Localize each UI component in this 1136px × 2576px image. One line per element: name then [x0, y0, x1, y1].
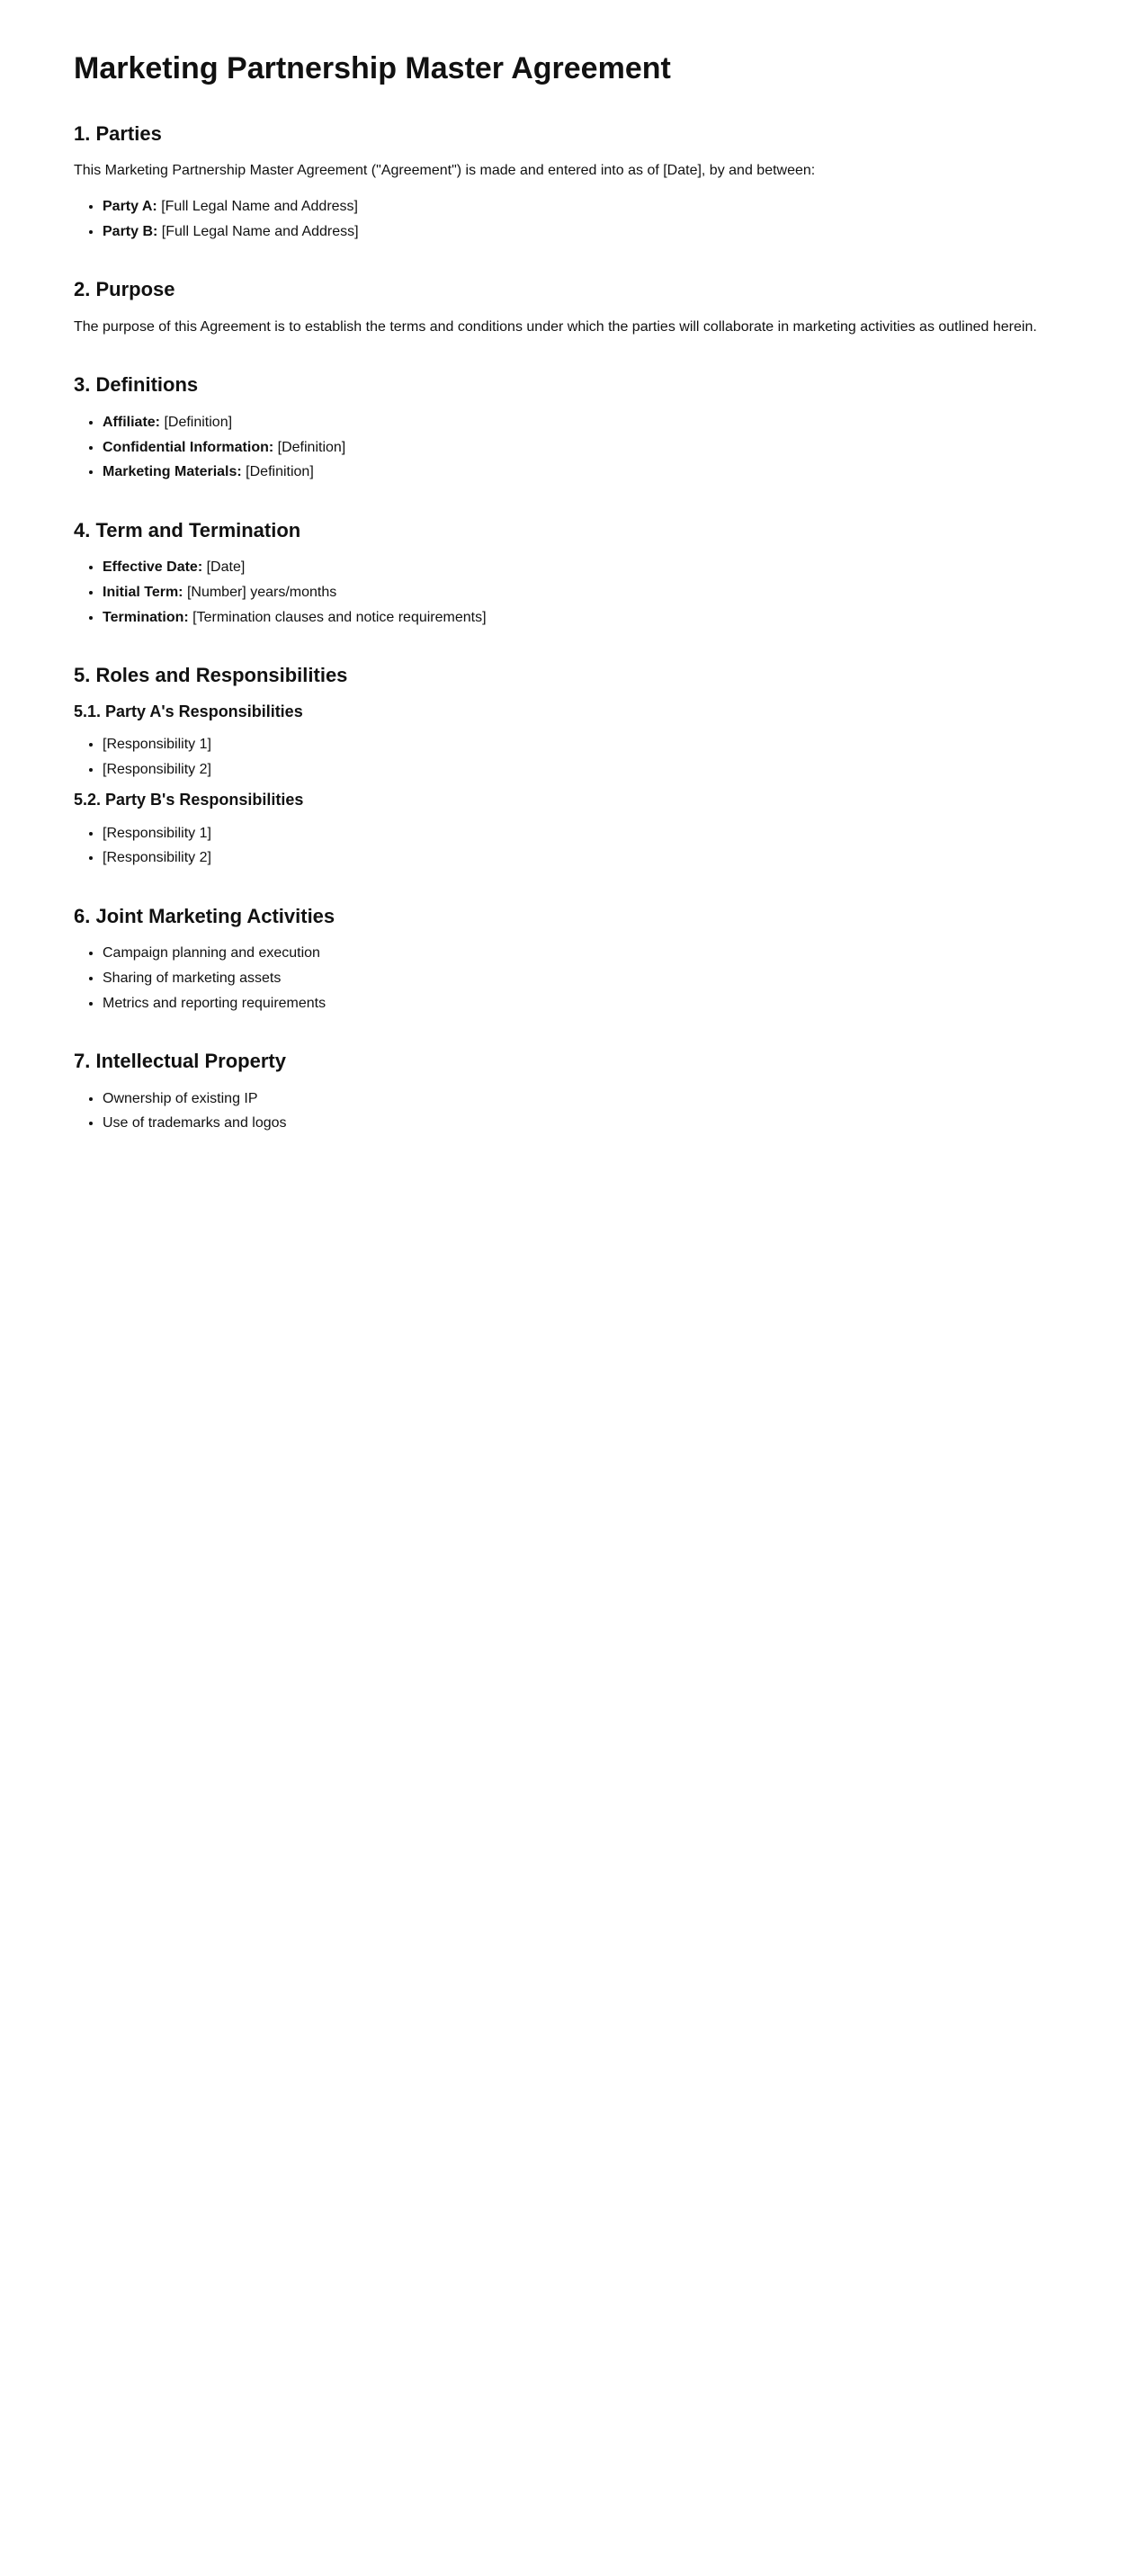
definitions-list	[74, 411, 1062, 484]
term-label: Affiliate:	[103, 414, 160, 430]
section-term-and-termination	[74, 518, 1062, 629]
list-item	[103, 461, 1062, 484]
section-intellectual-property	[74, 1049, 1062, 1135]
list-item	[103, 606, 1062, 630]
document-viewport	[0, 0, 1136, 1167]
term-label: Confidential Information:	[103, 439, 274, 455]
section-heading: 6. Joint Marketing Activities	[74, 904, 335, 927]
section-purpose	[74, 277, 1062, 338]
section-heading: 7. Intellectual Property	[74, 1050, 286, 1073]
parties-intro-paragraph: This Marketing Partnership Master Agreement ("Agreement") is made and entered into as of [Date], by and between:	[74, 163, 816, 179]
list-item: • [Responsibility 2]	[103, 846, 1062, 870]
section-definitions	[74, 372, 1062, 483]
section-heading: 5. Roles and Responsibilities	[74, 664, 348, 687]
term-label: Termination:	[103, 609, 189, 625]
intellectual-property-list	[74, 1087, 1062, 1135]
term-value: [Definition]	[273, 439, 346, 455]
section-heading: 4. Term and Termination	[74, 518, 301, 541]
term-list	[74, 556, 1062, 629]
term-value: [Definition]	[160, 414, 233, 430]
subsection-party-b	[74, 790, 1062, 870]
joint-marketing-list	[74, 942, 1062, 1015]
term-value: [Full Legal Name and Address]	[157, 198, 358, 214]
list-item: • Ownership of existing IP	[103, 1087, 1062, 1111]
agreement-document	[0, 0, 1136, 1135]
subsection-party-a	[74, 702, 1062, 782]
term-label: Party B:	[103, 223, 158, 239]
list-item	[103, 436, 1062, 460]
subsection-heading: 5.2. Party B's Responsibilities	[74, 791, 304, 809]
list-item: • [Responsibility 1]	[103, 822, 1062, 845]
purpose-paragraph: The purpose of this Agreement is to establish the terms and conditions under which the parties will collaborate in marketing activities as outlined herein.	[74, 318, 1037, 335]
term-value: [Definition]	[241, 464, 314, 480]
list-item	[103, 411, 1062, 434]
list-item	[103, 556, 1062, 579]
term-value: [Full Legal Name and Address]	[157, 223, 359, 239]
list-item: • Use of trademarks and logos	[103, 1112, 1062, 1135]
term-value: [Number] years/months	[183, 584, 337, 600]
section-heading: 3. Definitions	[74, 373, 199, 397]
section-heading: 1. Parties	[74, 121, 162, 145]
list-item: • [Responsibility 2]	[103, 758, 1062, 782]
list-item: • Metrics and reporting requirements	[103, 992, 1062, 1015]
term-label: Marketing Materials:	[103, 464, 242, 480]
term-label: Effective Date:	[103, 559, 203, 576]
section-parties	[74, 121, 1062, 243]
list-item	[103, 581, 1062, 604]
list-item: • Sharing of marketing assets	[103, 967, 1062, 990]
subsection-heading: 5.1. Party A's Responsibilities	[74, 702, 303, 720]
document-title: Marketing Partnership Master Agreement	[74, 51, 671, 85]
section-heading: 2. Purpose	[74, 278, 175, 301]
list-item	[103, 195, 1062, 219]
term-value: [Termination clauses and notice requirements]	[188, 609, 487, 625]
list-item: • [Responsibility 1]	[103, 733, 1062, 756]
list-item: • Campaign planning and execution	[103, 942, 1062, 965]
list-item	[103, 220, 1062, 244]
section-roles-and-responsibilities	[74, 663, 1062, 870]
term-label: Initial Term:	[103, 584, 183, 600]
term-value: [Date]	[202, 559, 246, 576]
section-joint-marketing-activities	[74, 904, 1062, 1015]
party-b-responsibilities-list	[74, 822, 1062, 870]
term-label: Party A:	[103, 198, 157, 214]
parties-list	[74, 195, 1062, 243]
party-a-responsibilities-list	[74, 733, 1062, 781]
